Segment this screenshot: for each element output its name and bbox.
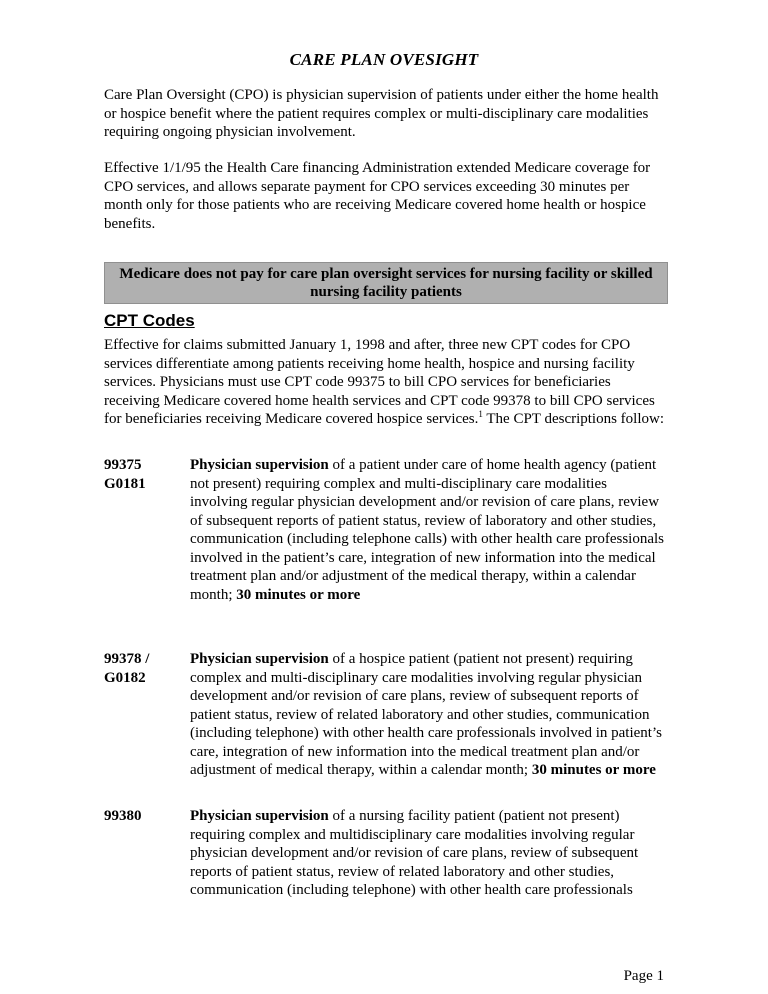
cpt-code-description: [190, 456, 668, 604]
description-text: of a hospice patient (patient not present) requiring complex and multi-disciplinary care modalities involving regular physician development and/or revision of care plans, review of subsequent reports of patient status, review of related laboratory and other studies, communication (including telephone) with other health care professionals involved in patient’s care, integration of new information into the medical treatment plan and/or adjustment of medical therapy, within a calendar month;: [190, 651, 662, 778]
cpt-code: 99380: [104, 808, 142, 824]
cpt-paragraph-text: Effective for claims submitted January 1, 1998 and after, three new CPT codes for CPO services differentiate among patients receiving home health, hospice and nursing facility services. Physicians must use CPT code 99375 to bill CPO services for beneficiaries receiving Medicare covered home health services and CPT code 99378 to bill CPO services for beneficiaries receiving Medicare covered hospice services.: [104, 337, 655, 427]
document-title: CARE PLAN OVESIGHT: [289, 50, 479, 69]
cpt-paragraph: [104, 336, 668, 429]
cpt-code: 99375: [104, 457, 142, 473]
description-lead: Physician supervision: [190, 651, 329, 667]
cpt-paragraph-end: The CPT descriptions follow:: [482, 411, 665, 427]
description-text: of a patient under care of home health agency (patient not present) requiring complex and multi-disciplinary care modalities involving regular physician development and/or revision of care plans, review of subsequent reports of patient status, review of laboratory and other studies, communication (including telephone calls) with other health care professionals involved in the patient’s care, integration of new information into the medical treatment plan and/or adjustment of the medical therapy, within a calendar month;: [190, 457, 665, 603]
hcpcs-code: G0182: [104, 669, 146, 686]
coverage-paragraph: Effective 1/1/95 the Health Care financing Administration extended Medicare coverage for CPO services, and allows separate payment for CPO services exceeding 30 minutes per month only for those patients who are receiving Medicare covered home health or hospice benefits.: [104, 160, 651, 232]
cpt-code-cell: [104, 650, 184, 687]
cpt-code-description: [190, 650, 668, 780]
cpt-code-cell: [104, 807, 184, 826]
cpt-code: 99378 /: [104, 651, 150, 667]
description-lead: Physician supervision: [190, 457, 329, 473]
cpt-code-description: [190, 807, 668, 900]
medicare-callout-box: Medicare does not pay for care plan oversight services for nursing facility or skilled nursing facility patients: [104, 262, 668, 304]
description-time: 30 minutes or more: [236, 586, 361, 603]
intro-paragraph: Care Plan Oversight (CPO) is physician supervision of patients under either the home health or hospice benefit where the patient requires complex or multi-disciplinary care modalities requiring ongoing physician involvement.: [104, 87, 659, 140]
footnote-marker[interactable]: 1: [478, 409, 483, 419]
description-text: of a nursing facility patient (patient not present) requiring complex and multidisciplinary care modalities involving regular physician development and/or revision of care plans, review of subsequent reports of patient status, review of related laboratory and other studies, communication (including telephone) with other health care professionals: [190, 808, 639, 898]
page-number: Page 1: [623, 968, 664, 984]
hcpcs-code: G0181: [104, 475, 146, 492]
cpt-code-cell: [104, 456, 184, 493]
description-lead: Physician supervision: [190, 808, 329, 824]
cpt-codes-heading: CPT Codes: [104, 311, 195, 330]
description-time: 30 minutes or more: [531, 762, 656, 778]
